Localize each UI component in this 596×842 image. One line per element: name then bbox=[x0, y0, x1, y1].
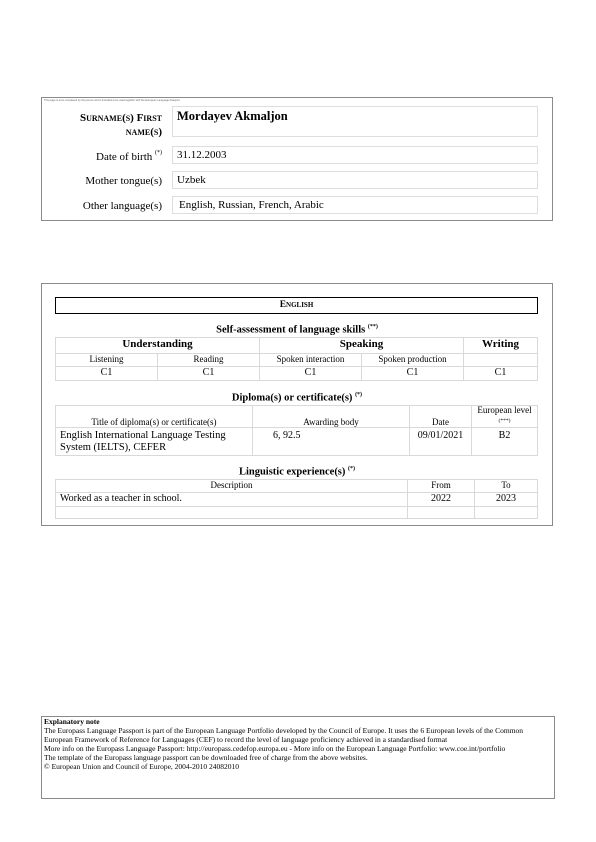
dob-mark: (*) bbox=[155, 150, 162, 156]
dob-label: Date of birth bbox=[96, 151, 153, 163]
subhead-writing-empty bbox=[464, 354, 538, 367]
diploma-table bbox=[55, 405, 538, 456]
self-assessment-text: Self-assessment of language skills bbox=[216, 324, 366, 336]
diploma-title-mark: (*) bbox=[355, 392, 363, 398]
subhead-reading: Reading bbox=[158, 354, 260, 367]
level-listening: C1 bbox=[56, 367, 158, 381]
experience-title-mark: (*) bbox=[348, 466, 356, 472]
level-writing: C1 bbox=[464, 367, 538, 381]
exp-head-from: From bbox=[408, 480, 475, 493]
dip-row-body: 6, 92.5 bbox=[253, 428, 410, 456]
explanatory-line-4: © European Union and Council of Europe, 2004-2010 24082010 bbox=[44, 761, 240, 771]
group-writing: Writing bbox=[464, 338, 538, 354]
exp-empty-row-to bbox=[475, 507, 538, 519]
group-understanding: Understanding bbox=[56, 338, 260, 354]
level-reading: C1 bbox=[158, 367, 260, 381]
other-label: Other language(s) bbox=[82, 200, 162, 212]
diploma-title bbox=[42, 392, 552, 404]
surname-label: Surname(s) First name(s) bbox=[79, 112, 162, 138]
self-assessment-title bbox=[42, 324, 552, 336]
language-name: English bbox=[55, 297, 538, 314]
explanatory-title: Explanatory note bbox=[44, 717, 100, 726]
mother-label: Mother tongue(s) bbox=[85, 175, 162, 187]
subhead-spoken-interaction: Spoken interaction bbox=[260, 354, 362, 367]
surname-field: Mordayev Akmaljon bbox=[172, 106, 538, 137]
exp-empty-row-from bbox=[408, 507, 475, 519]
exp-empty-row-description bbox=[56, 507, 408, 519]
experience-title bbox=[42, 466, 552, 478]
mother-field: Uzbek bbox=[172, 171, 538, 189]
dip-head-body: Awarding body bbox=[253, 406, 410, 428]
other-field: English, Russian, French, Arabic bbox=[172, 196, 538, 214]
skills-table bbox=[55, 337, 538, 381]
dip-row-level: B2 bbox=[472, 428, 538, 456]
subhead-spoken-production: Spoken production bbox=[362, 354, 464, 367]
explanatory-note bbox=[41, 716, 555, 799]
level-spoken-production: C1 bbox=[362, 367, 464, 381]
exp-row-description: Worked as a teacher in school. bbox=[56, 493, 408, 507]
dip-head-level-text: European level bbox=[477, 405, 532, 415]
dob-label-wrap bbox=[52, 150, 162, 163]
dip-head-date: Date bbox=[410, 406, 472, 428]
personal-info-box bbox=[41, 97, 553, 221]
dip-head-level-mark: (***) bbox=[498, 418, 511, 424]
explanatory-line-3: The template of the Europass language passport can be downloaded free of charge from the above websites. bbox=[44, 752, 368, 762]
self-assessment-mark: (**) bbox=[367, 324, 378, 330]
top-note: This page is to be completed by the person and is intended to be used together with the European Language Passport bbox=[44, 99, 180, 102]
language-box bbox=[41, 283, 553, 526]
group-speaking: Speaking bbox=[260, 338, 464, 354]
dip-row-date: 09/01/2021 bbox=[410, 428, 472, 456]
dip-row-title: English International Language Testing System (IELTS), CEFER bbox=[56, 428, 253, 456]
exp-row-from: 2022 bbox=[408, 493, 475, 507]
explanatory-line-1: The Europass Language Passport is part of the European Language Portfolio developed by the Council of Europe. It uses the 6 European levels of the Common European Framework of Reference for Languages (CEF) to record the level of language proficiency achieved in a standardised format bbox=[44, 725, 524, 744]
diploma-title-text: Diploma(s) or certificate(s) bbox=[231, 392, 353, 404]
level-spoken-interaction: C1 bbox=[260, 367, 362, 381]
subhead-listening: Listening bbox=[56, 354, 158, 367]
dob-field: 31.12.2003 bbox=[172, 146, 538, 164]
exp-row-to: 2023 bbox=[475, 493, 538, 507]
explanatory-line-2: More info on the Europass Language Passport: http://europass.cedefop.europa.eu - More info on the European Language Portfolio: www.coe.int/portfolio bbox=[44, 743, 506, 753]
dip-head-title: Title of diploma(s) or certificate(s) bbox=[56, 406, 253, 428]
dip-head-level bbox=[472, 406, 538, 428]
exp-head-description: Description bbox=[56, 480, 408, 493]
experience-title-text: Linguistic experience(s) bbox=[238, 466, 346, 478]
exp-head-to: To bbox=[475, 480, 538, 493]
experience-table bbox=[55, 479, 538, 519]
